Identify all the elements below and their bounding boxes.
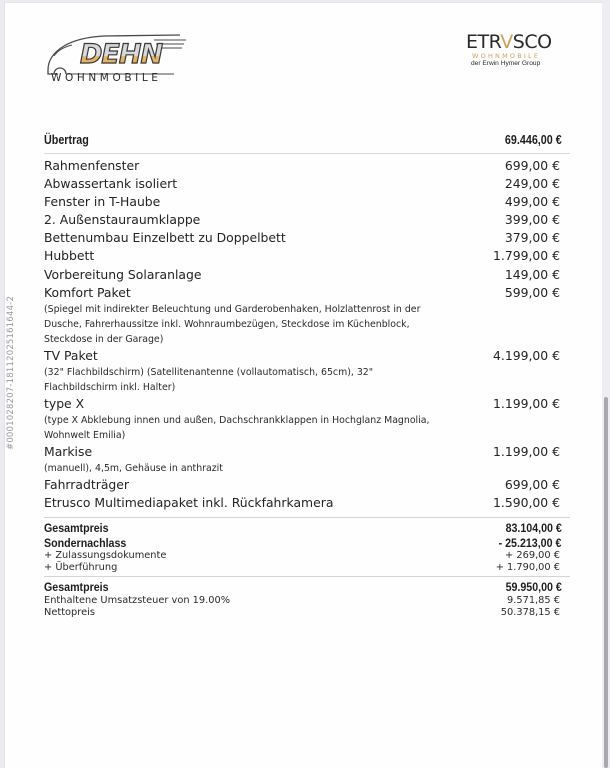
transfer-label: + Überführung xyxy=(44,562,118,574)
item-name: Bettenumbau Einzelbett zu Doppelbett xyxy=(44,230,286,246)
scrollbar-thumb[interactable] xyxy=(604,397,608,768)
net-price-label: Nettopreis xyxy=(44,606,95,618)
item-name: Komfort Paket xyxy=(44,284,131,300)
gross-total-label: Gesamtpreis xyxy=(44,521,109,536)
list-item xyxy=(44,193,570,211)
etrusco-wordmark: ETRVSCO xyxy=(466,31,552,53)
net-price-row xyxy=(44,607,570,619)
item-price: 1.199,00 € xyxy=(493,443,560,459)
item-price: 1.590,00 € xyxy=(493,495,560,511)
dehn-wordmark: DEHN xyxy=(80,39,163,70)
gross-total-row xyxy=(44,521,570,536)
final-total-label: Gesamtpreis xyxy=(44,580,109,595)
totals-block xyxy=(44,521,570,574)
list-item xyxy=(44,284,570,347)
item-price: 379,00 € xyxy=(504,230,560,246)
vat-label: Enthaltene Umsatzsteuer von 19.00% xyxy=(44,594,231,606)
item-price: 149,00 € xyxy=(504,266,560,282)
item-price: 699,00 € xyxy=(504,477,560,493)
etrusco-subtitle: WOHNMOBILE xyxy=(472,52,541,60)
transfer-row xyxy=(44,562,570,574)
gross-total-price: 83.104,00 € xyxy=(505,521,562,536)
list-item xyxy=(44,229,570,247)
list-item xyxy=(44,494,570,512)
etrusco-group-tagline: der Erwin Hymer Group xyxy=(471,60,541,67)
transfer-price: + 1.790,00 € xyxy=(495,562,560,574)
carry-over-price: 69.446,00 € xyxy=(504,133,562,147)
final-total-row xyxy=(44,580,570,595)
list-item xyxy=(44,175,570,193)
item-price: 249,00 € xyxy=(504,176,560,192)
vertical-scrollbar[interactable] xyxy=(602,0,610,768)
list-item xyxy=(44,247,570,265)
list-item xyxy=(44,266,570,284)
dehn-subtitle: WOHNMOBILE xyxy=(51,72,162,84)
item-price: 1.799,00 € xyxy=(493,248,560,264)
item-name: Fenster in T-Haube xyxy=(44,194,161,210)
registration-row xyxy=(44,550,570,562)
carry-over-label: Übertrag xyxy=(44,133,89,147)
item-price: 399,00 € xyxy=(504,212,560,228)
separator xyxy=(44,153,570,154)
list-item xyxy=(44,347,570,395)
discount-label: Sondernachlass xyxy=(44,535,127,550)
item-description: (type X Abklebung innen und außen, Dachschrankklappen in Hochglanz Magnolia, Wohnwelt Emilia) xyxy=(44,414,430,441)
item-price: 699,00 € xyxy=(504,158,560,173)
registration-label: + Zulassungsdokumente xyxy=(44,550,167,562)
item-price: 499,00 € xyxy=(504,194,560,210)
item-name: Hubbett xyxy=(44,248,95,264)
carry-over-row xyxy=(44,131,570,153)
options-list xyxy=(44,157,570,512)
discount-price: - 25.213,00 € xyxy=(498,535,562,550)
item-description: (32" Flachbildschirm) (Satellitenantenne (vollautomatisch, 65cm), 32" Flachbildschirm inkl. Halter) xyxy=(44,366,374,393)
item-name: Abwassertank isoliert xyxy=(44,176,178,192)
list-item xyxy=(44,476,570,494)
list-item xyxy=(44,395,570,443)
separator xyxy=(44,576,570,577)
document-id: #0001028207-18112025161644-2 xyxy=(6,295,16,450)
vat-row xyxy=(44,595,570,607)
item-name: Rahmenfenster xyxy=(44,158,140,173)
item-name: Etrusco Multimediapaket inkl. Rückfahrkamera xyxy=(44,495,334,511)
item-name: type X xyxy=(44,395,85,411)
list-item xyxy=(44,157,570,175)
item-description: (manuell), 4,5m, Gehäuse in anthrazit xyxy=(44,463,223,475)
item-price: 1.199,00 € xyxy=(493,395,560,411)
item-price: 599,00 € xyxy=(504,284,560,300)
final-totals-block xyxy=(44,580,570,619)
item-name: TV Paket xyxy=(44,347,98,363)
discount-row xyxy=(44,536,570,551)
list-item xyxy=(44,211,570,229)
item-name: Fahrradträger xyxy=(44,477,129,493)
dehn-logo xyxy=(44,30,192,88)
etrusco-logo xyxy=(466,31,562,71)
net-price-value: 50.378,15 € xyxy=(500,606,560,618)
list-item xyxy=(44,443,570,476)
registration-price: + 269,00 € xyxy=(505,550,560,562)
item-price: 4.199,00 € xyxy=(493,347,560,363)
item-description: (Spiegel mit indirekter Beleuchtung und Garderobenhaken, Holzlattenrost in der Dusche, Fahrerhaussitze inkl. Wohnraumbezügen, Steckdose im Küchenblock, Steckdose in der Garage) xyxy=(44,303,421,345)
item-name: 2. Außenstauraumklappe xyxy=(44,212,201,228)
price-list xyxy=(44,131,570,619)
item-name: Markise xyxy=(44,443,93,459)
vat-price: 9.571,85 € xyxy=(507,594,560,606)
item-name: Vorbereitung Solaranlage xyxy=(44,266,202,282)
final-total-price: 59.950,00 € xyxy=(505,580,562,595)
separator xyxy=(44,517,570,518)
